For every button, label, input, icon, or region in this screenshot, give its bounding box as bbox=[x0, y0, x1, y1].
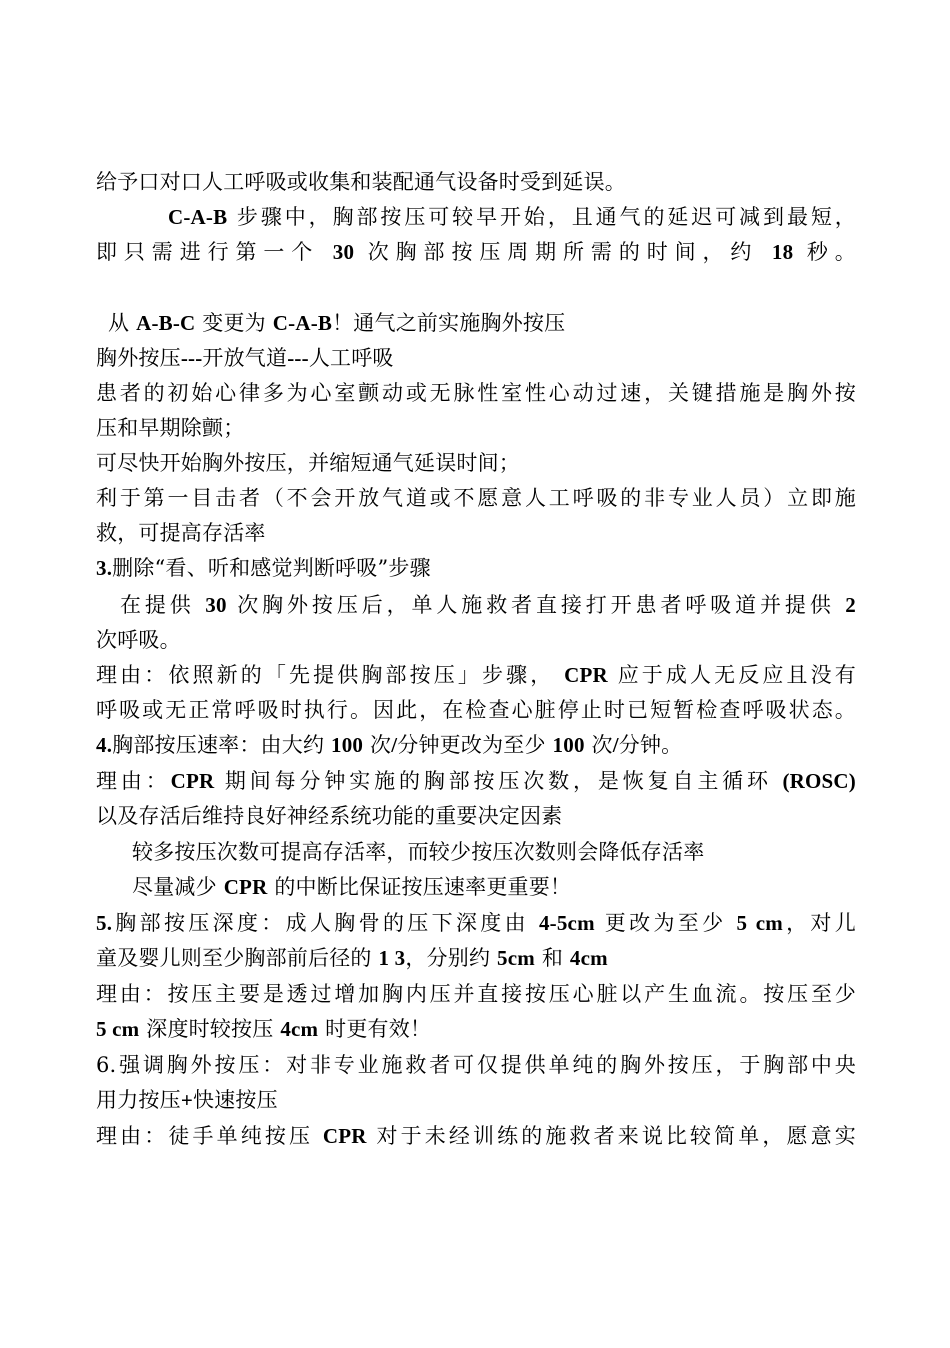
text-run: 深度时较按压 bbox=[139, 1017, 281, 1041]
text-run: 胸外按压 bbox=[96, 346, 181, 370]
text-run: 快速按压 bbox=[192, 1088, 278, 1112]
bold-text-run: 100 bbox=[552, 733, 585, 757]
bold-text-run: 2 bbox=[845, 593, 856, 617]
text-run: 时更有效！ bbox=[318, 1017, 432, 1041]
text-run: 在提供 bbox=[120, 593, 206, 617]
text-line bbox=[96, 516, 856, 550]
text-line bbox=[96, 764, 856, 798]
text-line bbox=[96, 658, 856, 692]
text-run: 救，可提高存活率 bbox=[96, 521, 266, 545]
text-run: 胸部按压深度：成人胸骨的压下深度由 bbox=[112, 911, 539, 935]
text-line bbox=[96, 411, 856, 445]
bold-text-run: / bbox=[391, 733, 398, 757]
text-line bbox=[96, 799, 856, 833]
bold-text-run: + bbox=[180, 1088, 193, 1112]
text-run: 分钟更改为至少 bbox=[397, 733, 553, 757]
text-line bbox=[96, 481, 856, 515]
bold-text-run: 30 bbox=[332, 240, 355, 264]
text-line bbox=[96, 376, 856, 410]
text-line bbox=[96, 1012, 856, 1046]
text-run: ，对儿 bbox=[782, 911, 856, 935]
text-run: 开放气道 bbox=[202, 346, 288, 370]
text-line bbox=[132, 835, 856, 869]
text-line bbox=[132, 870, 856, 904]
text-line bbox=[168, 200, 856, 234]
text-run: 胸部按压速率：由大约 bbox=[112, 733, 332, 757]
bold-text-run: C-A-B bbox=[272, 311, 333, 335]
text-line bbox=[96, 693, 856, 727]
text-run: 理由： bbox=[96, 769, 171, 793]
section-heading bbox=[96, 728, 856, 762]
text-line bbox=[96, 623, 856, 657]
bold-text-run: 5cm bbox=[497, 946, 535, 970]
text-run: 次 bbox=[584, 733, 613, 757]
bold-text-run: --- bbox=[180, 346, 203, 370]
text-run: 次呼吸。 bbox=[96, 628, 181, 652]
bold-text-run: CPR bbox=[564, 663, 608, 687]
text-run: 理由：徒手单纯按压 bbox=[96, 1124, 323, 1148]
text-run: 患者的初始心律多为心室颤动或无脉性室性心动过速，关键措施是胸外按 bbox=[96, 381, 856, 405]
text-run: 期间每分钟实施的胸部按压次数，是恢复自主循环 bbox=[214, 769, 783, 793]
text-run: 秒。 bbox=[793, 240, 856, 264]
text-run: 给予口对口人工呼吸或收集和装配通气设备时受到延误。 bbox=[96, 170, 626, 194]
bold-text-run: 30 bbox=[205, 593, 227, 617]
text-line bbox=[96, 1119, 856, 1153]
text-line bbox=[96, 165, 856, 199]
bold-text-run: 5. bbox=[96, 911, 113, 935]
text-run: 步骤中，胸部按压可较早开始，且通气的延迟可减到最短， bbox=[227, 205, 856, 229]
text-run: 分钟。 bbox=[618, 733, 683, 757]
text-run: 较多按压次数可提高存活率，而较少按压次数则会降低存活率 bbox=[132, 840, 705, 864]
text-run: 尽量减少 bbox=[132, 875, 224, 899]
text-run: 6.强调胸外按压：对非专业施救者可仅提供单纯的胸外按压，于胸部中央 bbox=[96, 1053, 856, 1077]
text-run: 对于未经训练的施救者来说比较简单，愿意实 bbox=[366, 1124, 856, 1148]
bold-text-run: C-A-B bbox=[168, 205, 228, 229]
bold-text-run: CPR bbox=[170, 769, 215, 793]
text-run: 次 bbox=[363, 733, 392, 757]
text-run: 人工呼吸 bbox=[308, 346, 394, 370]
bold-text-run: 18 bbox=[771, 240, 794, 264]
section-heading bbox=[96, 1048, 856, 1082]
text-run: 利于第一目击者（不会开放气道或不愿意人工呼吸的非专业人员）立即施 bbox=[96, 486, 856, 510]
bold-text-run: 100 bbox=[331, 733, 364, 757]
text-line bbox=[96, 977, 856, 1011]
text-run: 次胸外按压后，单人施救者直接打开患者呼吸道并提供 bbox=[226, 593, 846, 617]
bold-text-run: 4cm bbox=[280, 1017, 319, 1041]
bold-text-run: 3. bbox=[96, 556, 113, 580]
text-run: 应于成人无反应且没有 bbox=[607, 663, 856, 687]
bold-text-run: 5 cm bbox=[736, 911, 783, 935]
bold-text-run: CPR bbox=[223, 875, 268, 899]
text-line bbox=[96, 941, 856, 975]
bold-text-run: (ROSC) bbox=[782, 769, 856, 793]
text-run: 用力按压 bbox=[96, 1088, 181, 1112]
bold-text-run: 4-5cm bbox=[538, 911, 595, 935]
text-line bbox=[96, 235, 856, 269]
text-run: 和 bbox=[534, 946, 570, 970]
text-line bbox=[120, 588, 856, 622]
bold-text-run: / bbox=[612, 733, 619, 757]
text-line bbox=[96, 341, 856, 375]
text-run: 的中断比保证按压速率更重要！ bbox=[267, 875, 572, 899]
bold-text-run: 4cm bbox=[569, 946, 608, 970]
bold-text-run: A-B-C bbox=[136, 311, 196, 335]
text-run: 更改为至少 bbox=[594, 911, 737, 935]
section-heading bbox=[96, 551, 856, 585]
text-run: 可尽快开始胸外按压，并缩短通气延误时间； bbox=[96, 451, 520, 475]
text-line bbox=[96, 1083, 856, 1117]
text-run: ，分别约 bbox=[405, 946, 498, 970]
text-line bbox=[108, 306, 856, 340]
text-run: 理由：按压主要是透过增加胸内压并直接按压心脏以产生血流。按压至少 bbox=[96, 982, 856, 1006]
text-line bbox=[96, 446, 856, 480]
bold-text-run: --- bbox=[287, 346, 309, 370]
section-heading bbox=[96, 906, 856, 940]
text-run: 童及婴儿则至少胸部前后径的 bbox=[96, 946, 379, 970]
text-run: 删除“看、听和感觉判断呼吸”步骤 bbox=[112, 556, 431, 580]
text-run: 次胸部按压周期所需的时间，约 bbox=[354, 240, 772, 264]
bold-text-run: 1 3 bbox=[378, 946, 406, 970]
text-run: 变更为 bbox=[195, 311, 273, 335]
text-run: ！通气之前实施胸外按压 bbox=[332, 311, 566, 335]
text-run: 呼吸或无正常呼吸时执行。因此，在检查心脏停止时已短暂检查呼吸状态。 bbox=[96, 698, 856, 722]
text-run: 以及存活后维持良好神经系统功能的重要决定因素 bbox=[96, 804, 563, 828]
text-run: 理由：依照新的「先提供胸部按压」步骤， bbox=[96, 663, 565, 687]
text-run: 压和早期除颤； bbox=[96, 416, 245, 440]
text-run: 即只需进行第一个 bbox=[96, 240, 333, 264]
bold-text-run: 5 cm bbox=[96, 1017, 140, 1041]
text-run: 从 bbox=[108, 311, 137, 335]
bold-text-run: CPR bbox=[322, 1124, 367, 1148]
bold-text-run: 4. bbox=[96, 733, 113, 757]
